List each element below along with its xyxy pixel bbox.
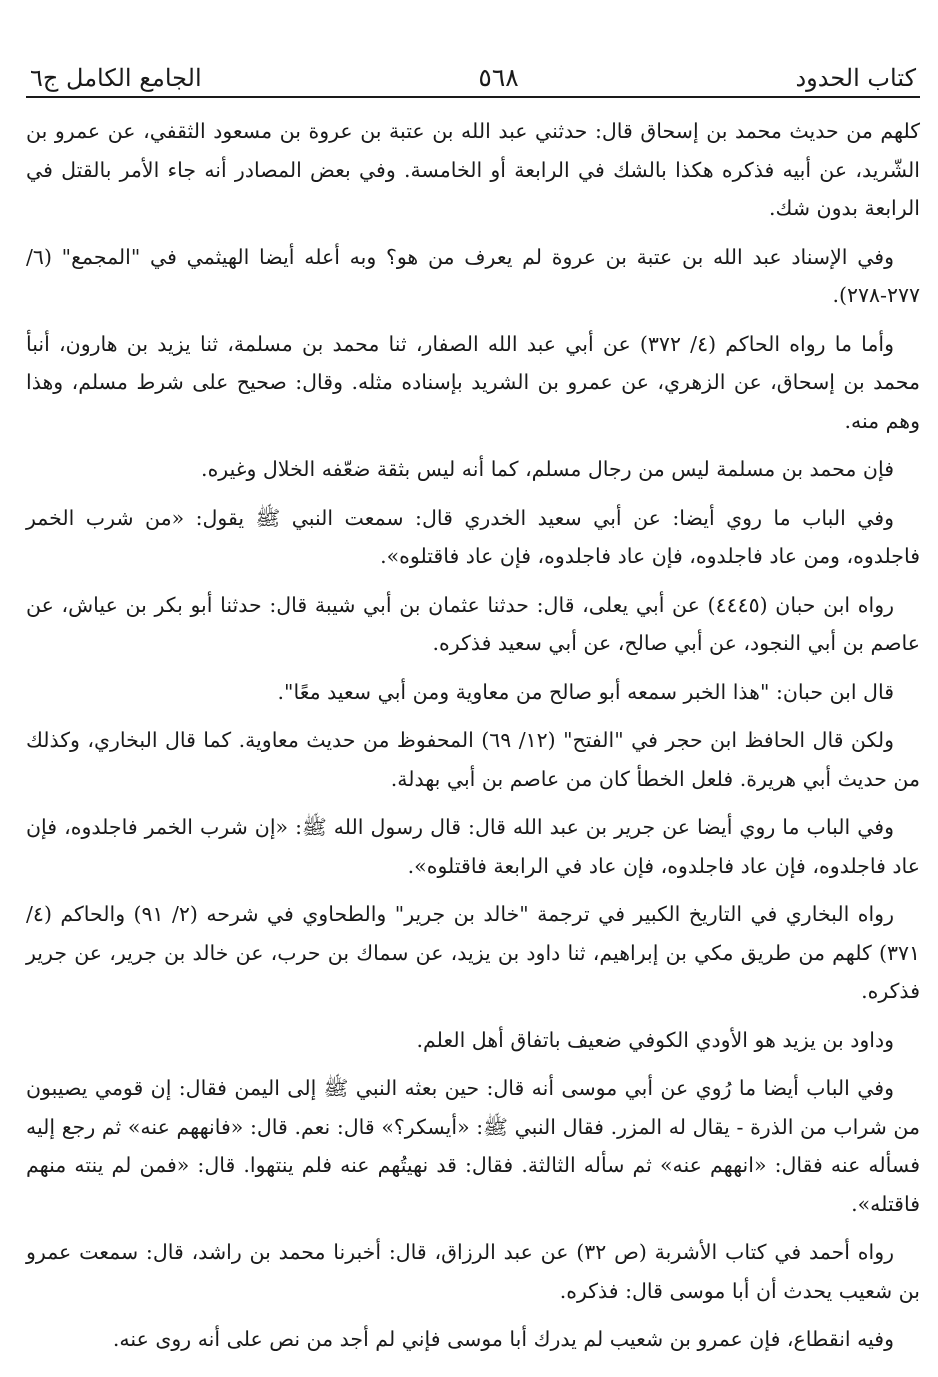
paragraph: رواه ابن حبان (٤٤٤٥) عن أبي يعلى، قال: حدثنا عثمان بن أبي شيبة قال: حدثنا أبو بكر بن عياش، عن عاصم بن أبي النجود، عن أبي صالح، عن أبي سعيد فذكره. [26, 592, 920, 655]
paragraph: رواه أحمد في كتاب الأشربة (ص ٣٢) عن عبد الرزاق، قال: أخبرنا محمد بن راشد، قال: سمعت عمرو بن شعيب يحدث أن أبا موسى قال: فذكره. [26, 1240, 920, 1303]
running-header [26, 50, 920, 90]
paragraph: وفيه انقطاع، فإن عمرو بن شعيب لم يدرك أبا موسى فإني لم أجد من نص على أنه روى عنه. [112, 1327, 894, 1351]
paragraph: ولكن قال الحافظ ابن حجر في "الفتح" (١٢/ ٦٩) المحفوظ من حديث معاوية. كما قال البخاري، وكذلك من حديث أبي هريرة. فلعل الخطأ كان من عاصم بن أبي بهدلة. [26, 728, 920, 791]
paragraph: وفي الباب ما روي أيضا: عن أبي سعيد الخدري قال: سمعت النبي ﷺ يقول: «من شرب الخمر فاجلدوه، ومن عاد فاجلدوه، فإن عاد فاجلدوه، فإن عاد فاقتلوه». [26, 505, 920, 568]
paragraph: وداود بن يزيد هو الأودي الكوفي ضعيف باتفاق أهل العلم. [416, 1027, 894, 1052]
paragraph: قال ابن حبان: "هذا الخبر سمعه أبو صالح من معاوية ومن أبي سعيد معًا". [277, 679, 894, 704]
body-text [26, 112, 920, 1359]
paragraph: وأما ما رواه الحاكم (٤/ ٣٧٢) عن أبي عبد الله الصفار، ثنا محمد بن مسلمة، ثنا يزيد بن هارون، أنبأ محمد بن إسحاق، عن الزهري، عن عمرو بن الشريد بإسناده مثله. وقال: صحيح على شرط مسلم، وهذا وهم منه. [26, 331, 920, 433]
paragraph: وفي الباب أيضا ما رُوي عن أبي موسى أنه قال: حين بعثه النبي ﷺ إلى اليمن فقال: إن قومي يصيبون من شراب من الذرة - يقال له المزر. فقال النبي ﷺ: «أيسكر؟» قال: نعم. قال: «فانههم عنه» ثم رجع إليه فسأله عنه فقال: «انههم عنه» ثم سأله الثالثة. فقال: قد نهيتُهم عنه فلم ينتهوا. قال: «فمن لم ينته منهم فاقتله». [26, 1076, 920, 1216]
paragraph: فإن محمد بن مسلمة ليس من رجال مسلم، كما أنه ليس بثقة ضعّفه الخلال وغيره. [201, 457, 894, 481]
paragraph: وفي الباب ما روي أيضا عن جرير بن عبد الله قال: قال رسول الله ﷺ: «إن شرب الخمر فاجلدوه، فإن عاد فاجلدوه، فإن عاد فاجلدوه، فإن عاد في الرابعة فاقتلوه». [26, 815, 920, 878]
header-divider [26, 96, 920, 98]
paragraph: كلهم من حديث محمد بن إسحاق قال: حدثني عبد الله بن عتبة بن عروة بن مسعود الثقفي، عن عمرو بن الشّريد، عن أبيه فذكره هكذا بالشك في الرابعة أو الخامسة. وفي بعض المصادر أنه جاء الأمر بالقتل في الرابعة بدون شك. [26, 119, 921, 220]
book-page [26, 50, 920, 1377]
volume-title: الجامع الكامل ج٦ [30, 64, 202, 92]
page-number: ٥٦٨ [478, 63, 519, 92]
paragraph: رواه البخاري في التاريخ الكبير في ترجمة "خالد بن جرير" والطحاوي في شرحه (٢/ ٩١) والحاكم (٤/ ٣٧١) كلهم من طريق مكي بن إبراهيم، ثنا داود بن يزيد، عن سماك بن حرب، عن خالد بن جرير، عن جرير فذكره. [26, 902, 920, 1003]
paragraph: وفي الإسناد عبد الله بن عتبة بن عروة لم يعرف من هو؟ وبه أعله أيضا الهيثمي في "المجمع" (٦/ ٢٧٧-٢٧٨). [26, 244, 920, 307]
book-section-title: كتاب الحدود [795, 64, 916, 92]
